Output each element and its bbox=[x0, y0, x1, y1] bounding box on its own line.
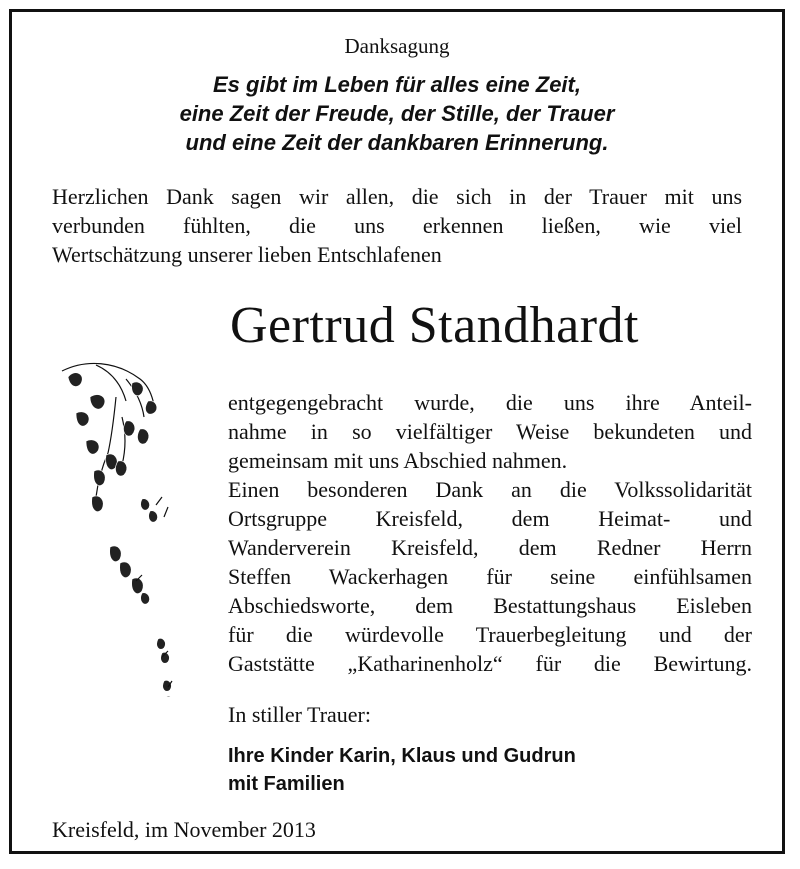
signers bbox=[228, 742, 576, 798]
notice-heading: Danksagung bbox=[344, 34, 450, 58]
body-line: entgegengebracht wurde, die uns ihre Anteil- bbox=[228, 390, 752, 415]
body-line: nahme in so vielfältiger Weise bekundeten und bbox=[228, 419, 752, 444]
body-paragraph bbox=[228, 388, 752, 678]
body-line: Steffen Wackerhagen für seine einfühlsamen bbox=[228, 564, 752, 589]
signer-line: Ihre Kinder Karin, Klaus und Gudrun bbox=[228, 745, 576, 767]
falling-leaves-icon bbox=[56, 357, 186, 697]
body-line: Einen besonderen Dank an die Volkssolidarität bbox=[228, 477, 752, 502]
intro-paragraph bbox=[52, 182, 742, 269]
intro-line: verbunden fühlten, die uns erkennen ließen, wie viel bbox=[52, 213, 742, 238]
motto-quote bbox=[12, 70, 782, 157]
body-line: Abschiedsworte, dem Bestattungshaus Eisleben bbox=[228, 593, 752, 618]
body-line: Ortsgruppe Kreisfeld, dem Heimat- und bbox=[228, 506, 752, 531]
deceased-name: Gertrud Standhardt bbox=[230, 297, 640, 354]
motto-line: und eine Zeit der dankbaren Erinnerung. bbox=[185, 130, 609, 155]
obituary-notice bbox=[9, 9, 785, 854]
body-line: gemeinsam mit uns Abschied nahmen. bbox=[228, 448, 568, 473]
intro-line: Wertschätzung unserer lieben Entschlafenen bbox=[52, 242, 442, 267]
place-date: Kreisfeld, im November 2013 bbox=[52, 817, 316, 842]
body-line: Wanderverein Kreisfeld, dem Redner Herrn bbox=[228, 535, 752, 560]
motto-line: eine Zeit der Freude, der Stille, der Trauer bbox=[179, 101, 615, 126]
motto-line: Es gibt im Leben für alles eine Zeit, bbox=[213, 72, 581, 97]
body-line: für die würdevolle Trauerbegleitung und der bbox=[228, 622, 752, 647]
signer-line: mit Familien bbox=[228, 773, 345, 795]
intro-line: Herzlichen Dank sagen wir allen, die sich in der Trauer mit uns bbox=[52, 184, 742, 209]
closing-label: In stiller Trauer: bbox=[228, 702, 371, 727]
body-line: Gaststätte „Katharinenholz“ für die Bewirtung. bbox=[228, 651, 752, 676]
